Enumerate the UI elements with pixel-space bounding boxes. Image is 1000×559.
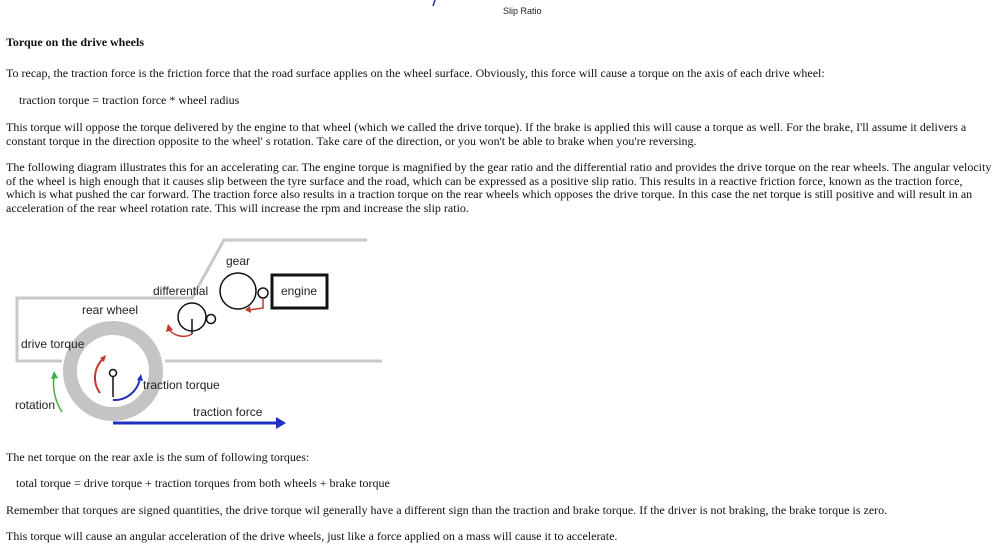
equation-traction-torque: traction torque = traction force * wheel radius (19, 93, 240, 107)
label-traction-force: traction force (193, 405, 263, 419)
paragraph-diagram-explanation: The following diagram illustrates this for an accelerating car. The engine torque is magnified by the gear ratio and the differential ratio and provides the drive torque on the rear wheels. The angular velocity of the wheel is high enough that it causes slip between the tyre surface and the road, which can be expressed as a positive slip ratio. This results in a reactive friction force, known as the traction force, which is what pushed the car forward. The traction force also results in a traction torque on the rear wheels which opposes the drive torque. In this case the net torque is still positive and will result in an acceleration of the rear wheel rotation rate. This will increase the rpm and increase the slip ratio. (6, 160, 992, 215)
paragraph-recap: To recap, the traction force is the friction force that the road surface applies on the wheel surface. Obviously, this force will cause a torque on the axis of each drive wheel: (6, 66, 825, 80)
paragraph-angular-acceleration: This torque will cause an angular acceleration of the drive wheels, just like a force applied on a mass will cause it to accelerate. (6, 529, 618, 543)
previous-figure-fragment (425, 0, 445, 8)
drivetrain-diagram (0, 228, 400, 438)
paragraph-opposing-torque: This torque will oppose the torque delivered by the engine to that wheel (which we called the drive torque). If the brake is applied this will cause a torque as well. For the brake, I'll assume it delivers a constant torque in the direction opposite to the wheel' s rotation. Take care of the direction, or you won't be able to brake when you're reversing. (6, 120, 967, 148)
paragraph-net-torque: The net torque on the rear axle is the sum of following torques: (6, 450, 310, 464)
paragraph-signed-quantities: Remember that torques are signed quantities, the drive torque wil generally have a different sign than the traction and brake torque. If the driver is not braking, the brake torque is zero. (6, 503, 888, 517)
slip-ratio-axis-label: Slip Ratio (503, 6, 542, 16)
drive-torque-arrow (95, 358, 104, 393)
traction-torque-arrow (113, 378, 140, 400)
label-traction-torque: traction torque (143, 378, 220, 392)
label-engine: engine (281, 284, 318, 298)
label-rear-wheel: rear wheel (82, 303, 139, 317)
equation-total-torque: total torque = drive torque + traction torques from both wheels + brake torque (16, 476, 390, 490)
rear-axle-hub (110, 370, 117, 377)
label-drive-torque: drive torque (21, 337, 85, 351)
label-differential: differential (153, 284, 209, 298)
label-gear: gear (226, 254, 251, 268)
section-heading: Torque on the drive wheels (6, 35, 145, 49)
label-rotation: rotation (15, 398, 56, 412)
gearbox-small-gear (258, 288, 268, 298)
gearbox-large-gear (220, 273, 256, 309)
differential-pinion (207, 315, 216, 324)
